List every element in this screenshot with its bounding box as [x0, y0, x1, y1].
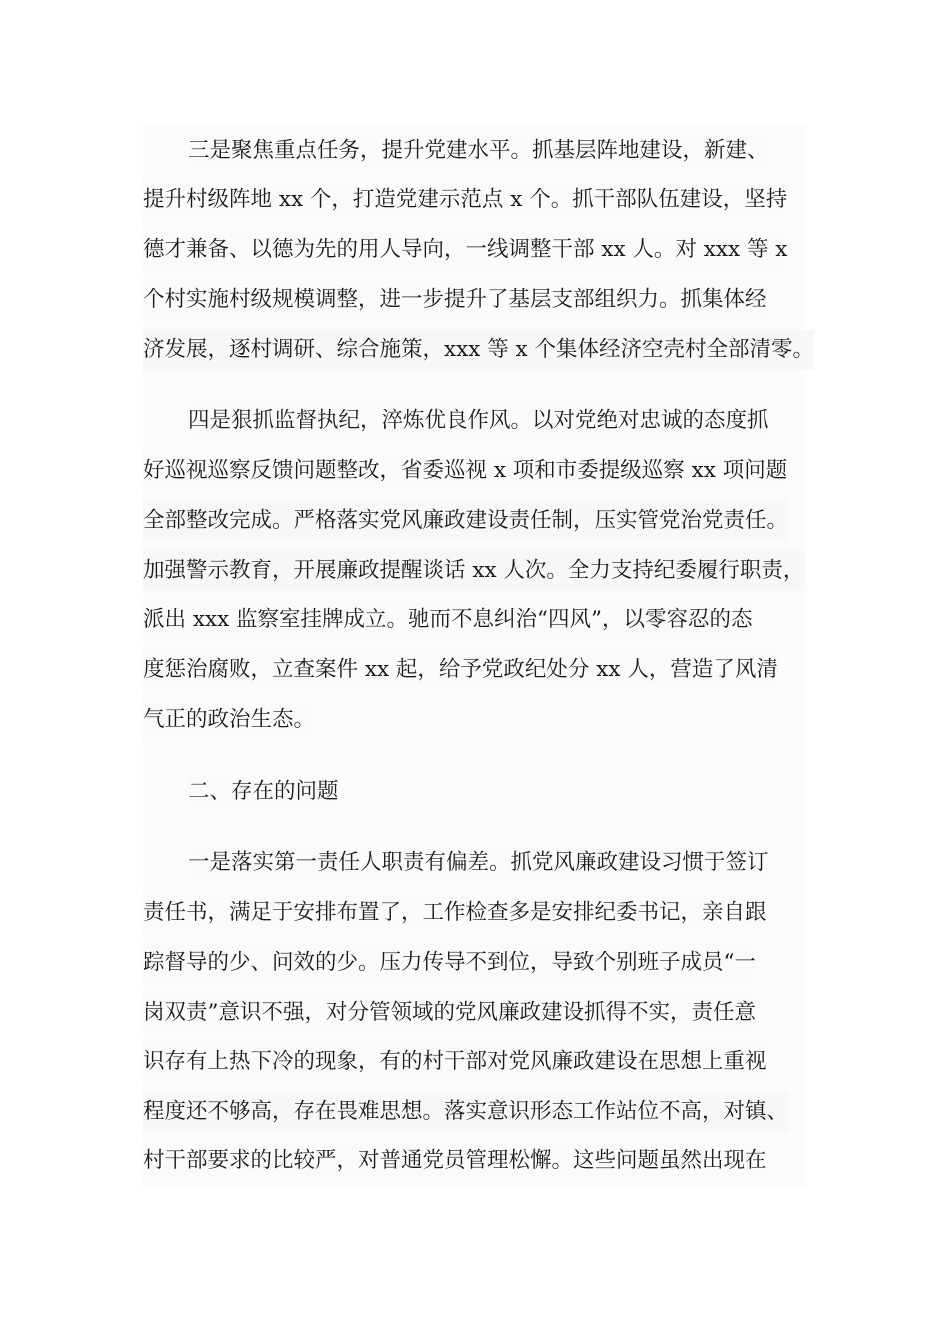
paragraph-line: 派出 xxx 监察室挂牌成立。驰而不息纠治“四风”，以零容忍的态: [143, 600, 753, 640]
paragraph-line: 度惩治腐败，立查案件 xx 起，给予党政纪处分 xx 人，营造了风清: [143, 650, 778, 690]
paragraph-line: 岗双责”意识不强，对分管领域的党风廉政建设抓得不实，责任意: [143, 993, 756, 1033]
paragraph-line: 好巡视巡察反馈问题整改，省委巡视 x 项和市委提级巡察 xx 项问题: [143, 451, 787, 491]
paragraph-line: 个村实施村级规模调整，进一步提升了基层支部组织力。抓集体经: [143, 280, 767, 320]
paragraph-line: 踪督导的少、问效的少。压力传导不到位，导致个别班子成员“一: [143, 943, 756, 983]
paragraph-line: 提升村级阵地 xx 个，打造党建示范点 x 个。抓干部队伍建设，坚持: [143, 180, 787, 220]
paragraph-line: 四是狠抓监督执纪，淬炼优良作风。以对党绝对忠诚的态度抓: [188, 401, 769, 441]
paragraph-line: 三是聚焦重点任务，提升党建水平。抓基层阵地建设，新建、: [188, 131, 769, 171]
paragraph-line: 济发展，逐村调研、综合施策，xxx 等 x 个集体经济空壳村全部清零。: [143, 330, 814, 370]
paragraph-line: 气正的政治生态。: [143, 700, 315, 740]
paragraph-line: 德才兼备、以德为先的用人导向，一线调整干部 xx 人。对 xxx 等 x: [143, 230, 787, 270]
paragraph-line: 村干部要求的比较严，对普通党员管理松懈。这些问题虽然出现在: [143, 1141, 767, 1181]
paragraph-line: 全部整改完成。严格落实党风廉政建设责任制，压实管党治党责任。: [143, 501, 788, 541]
paragraph-line: 加强警示教育，开展廉政提醒谈话 xx 人次。全力支持纪委履行职责，: [143, 551, 804, 591]
paragraph-line: 责任书，满足于安排布置了，工作检查多是安排纪委书记，亲自跟: [143, 893, 767, 933]
paragraph-line: 程度还不够高，存在畏难思想。落实意识形态工作站位不高，对镇、: [143, 1092, 788, 1132]
section-heading: 二、存在的问题: [188, 772, 339, 812]
paragraph-line: 识存有上热下冷的现象，有的村干部对党风廉政建设在思想上重视: [143, 1042, 767, 1082]
paragraph-line: 一是落实第一责任人职责有偏差。抓党风廉政建设习惯于签订: [188, 843, 769, 883]
